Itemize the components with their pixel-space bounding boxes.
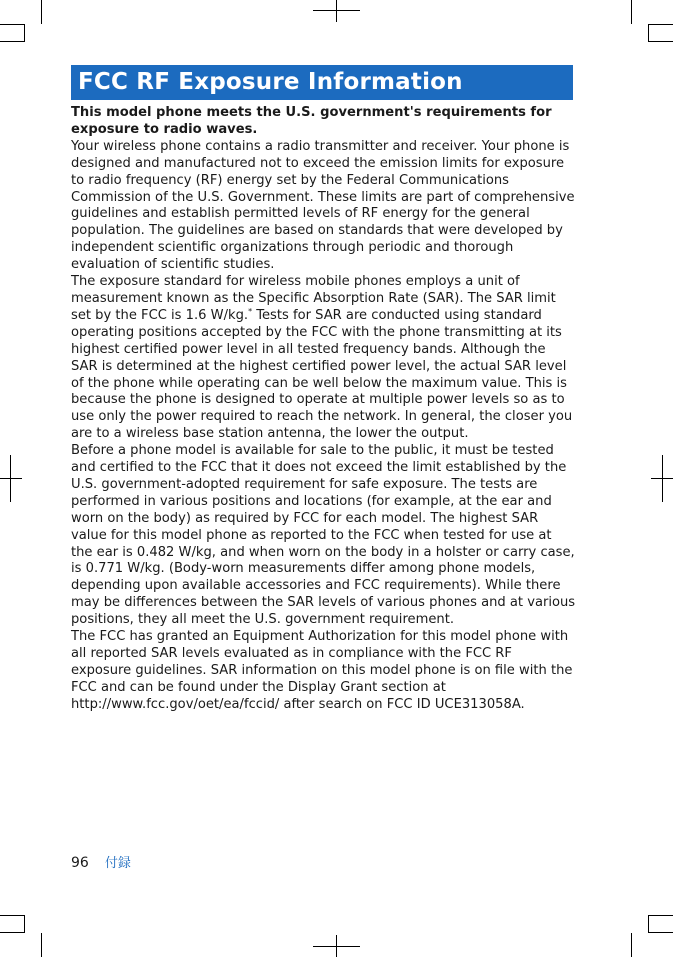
paragraph-2-part-a: The exposure standard for wireless mobile phones employs a unit of measurement known as the Specific Absorption Rate (SAR). The SAR limit set by the FCC is 1.6 W/kg. xyxy=(71,274,556,323)
paragraph-5: http://www.fcc.gov/oet/ea/fccid/ after search on FCC ID UCE313058A. xyxy=(71,696,525,712)
paragraph-4: The FCC has granted an Equipment Authorization for this model phone with all reported SAR levels evaluated as in compliance with the FCC RF exposure guidelines. SAR information on this model phone is on file with the FCC and can be found under the Display Grant section at xyxy=(71,629,573,695)
page-title: FCC RF Exposure Information xyxy=(71,65,573,100)
section-label: 付録 xyxy=(104,856,131,871)
page-number: 96 xyxy=(71,855,89,871)
lead-paragraph: This model phone meets the U.S. government's requirements for exposure to radio waves. xyxy=(71,105,552,137)
paragraph-3: Before a phone model is available for sale to the public, it must be tested and certified to the FCC that it does not exceed the limit established by the U.S. government-adopted requirement for safe exposure. The tests are performed in various positions and locations (for example, at the ear and worn on the body) as required by FCC for each model. The highest SAR value for this model phone as reported to the FCC when tested for use at the ear is 0.482 W/kg, and when worn on the body in a holster or carry case, is 0.771 W/kg. (Body-worn measurements differ among phone models, depending upon available accessories and FCC requirements). While there may be differences between the SAR levels of various phones and at various positions, they all meet the U.S. government requirement. xyxy=(71,443,576,628)
paragraph-2 xyxy=(71,274,576,443)
page-footer xyxy=(71,854,131,873)
paragraph-2-part-b: Tests for SAR are conducted using standard operating positions accepted by the FCC with the phone transmitting at its highest certified power level in all tested frequency bands. Although the SAR is determined at the highest certified power level, the actual SAR level of the phone while operating can be well below the maximum value. This is because the phone is designed to operate at multiple power levels so as to use only the power required to reach the network. In general, the closer you are to a wireless base station antenna, the lower the output. xyxy=(71,307,573,442)
body-text xyxy=(71,105,576,714)
footnote-mark: * xyxy=(248,306,253,316)
paragraph-1: Your wireless phone contains a radio transmitter and receiver. Your phone is designed and manufactured not to exceed the emission limits for exposure to radio frequency (RF) energy set by the Federal Communications Commission of the U.S. Government. These limits are part of comprehensive guidelines and establish permitted levels of RF energy for the general population. The guidelines are based on standards that were developed by independent scientific organizations through periodic and thorough evaluation of scientific studies. xyxy=(71,138,575,273)
